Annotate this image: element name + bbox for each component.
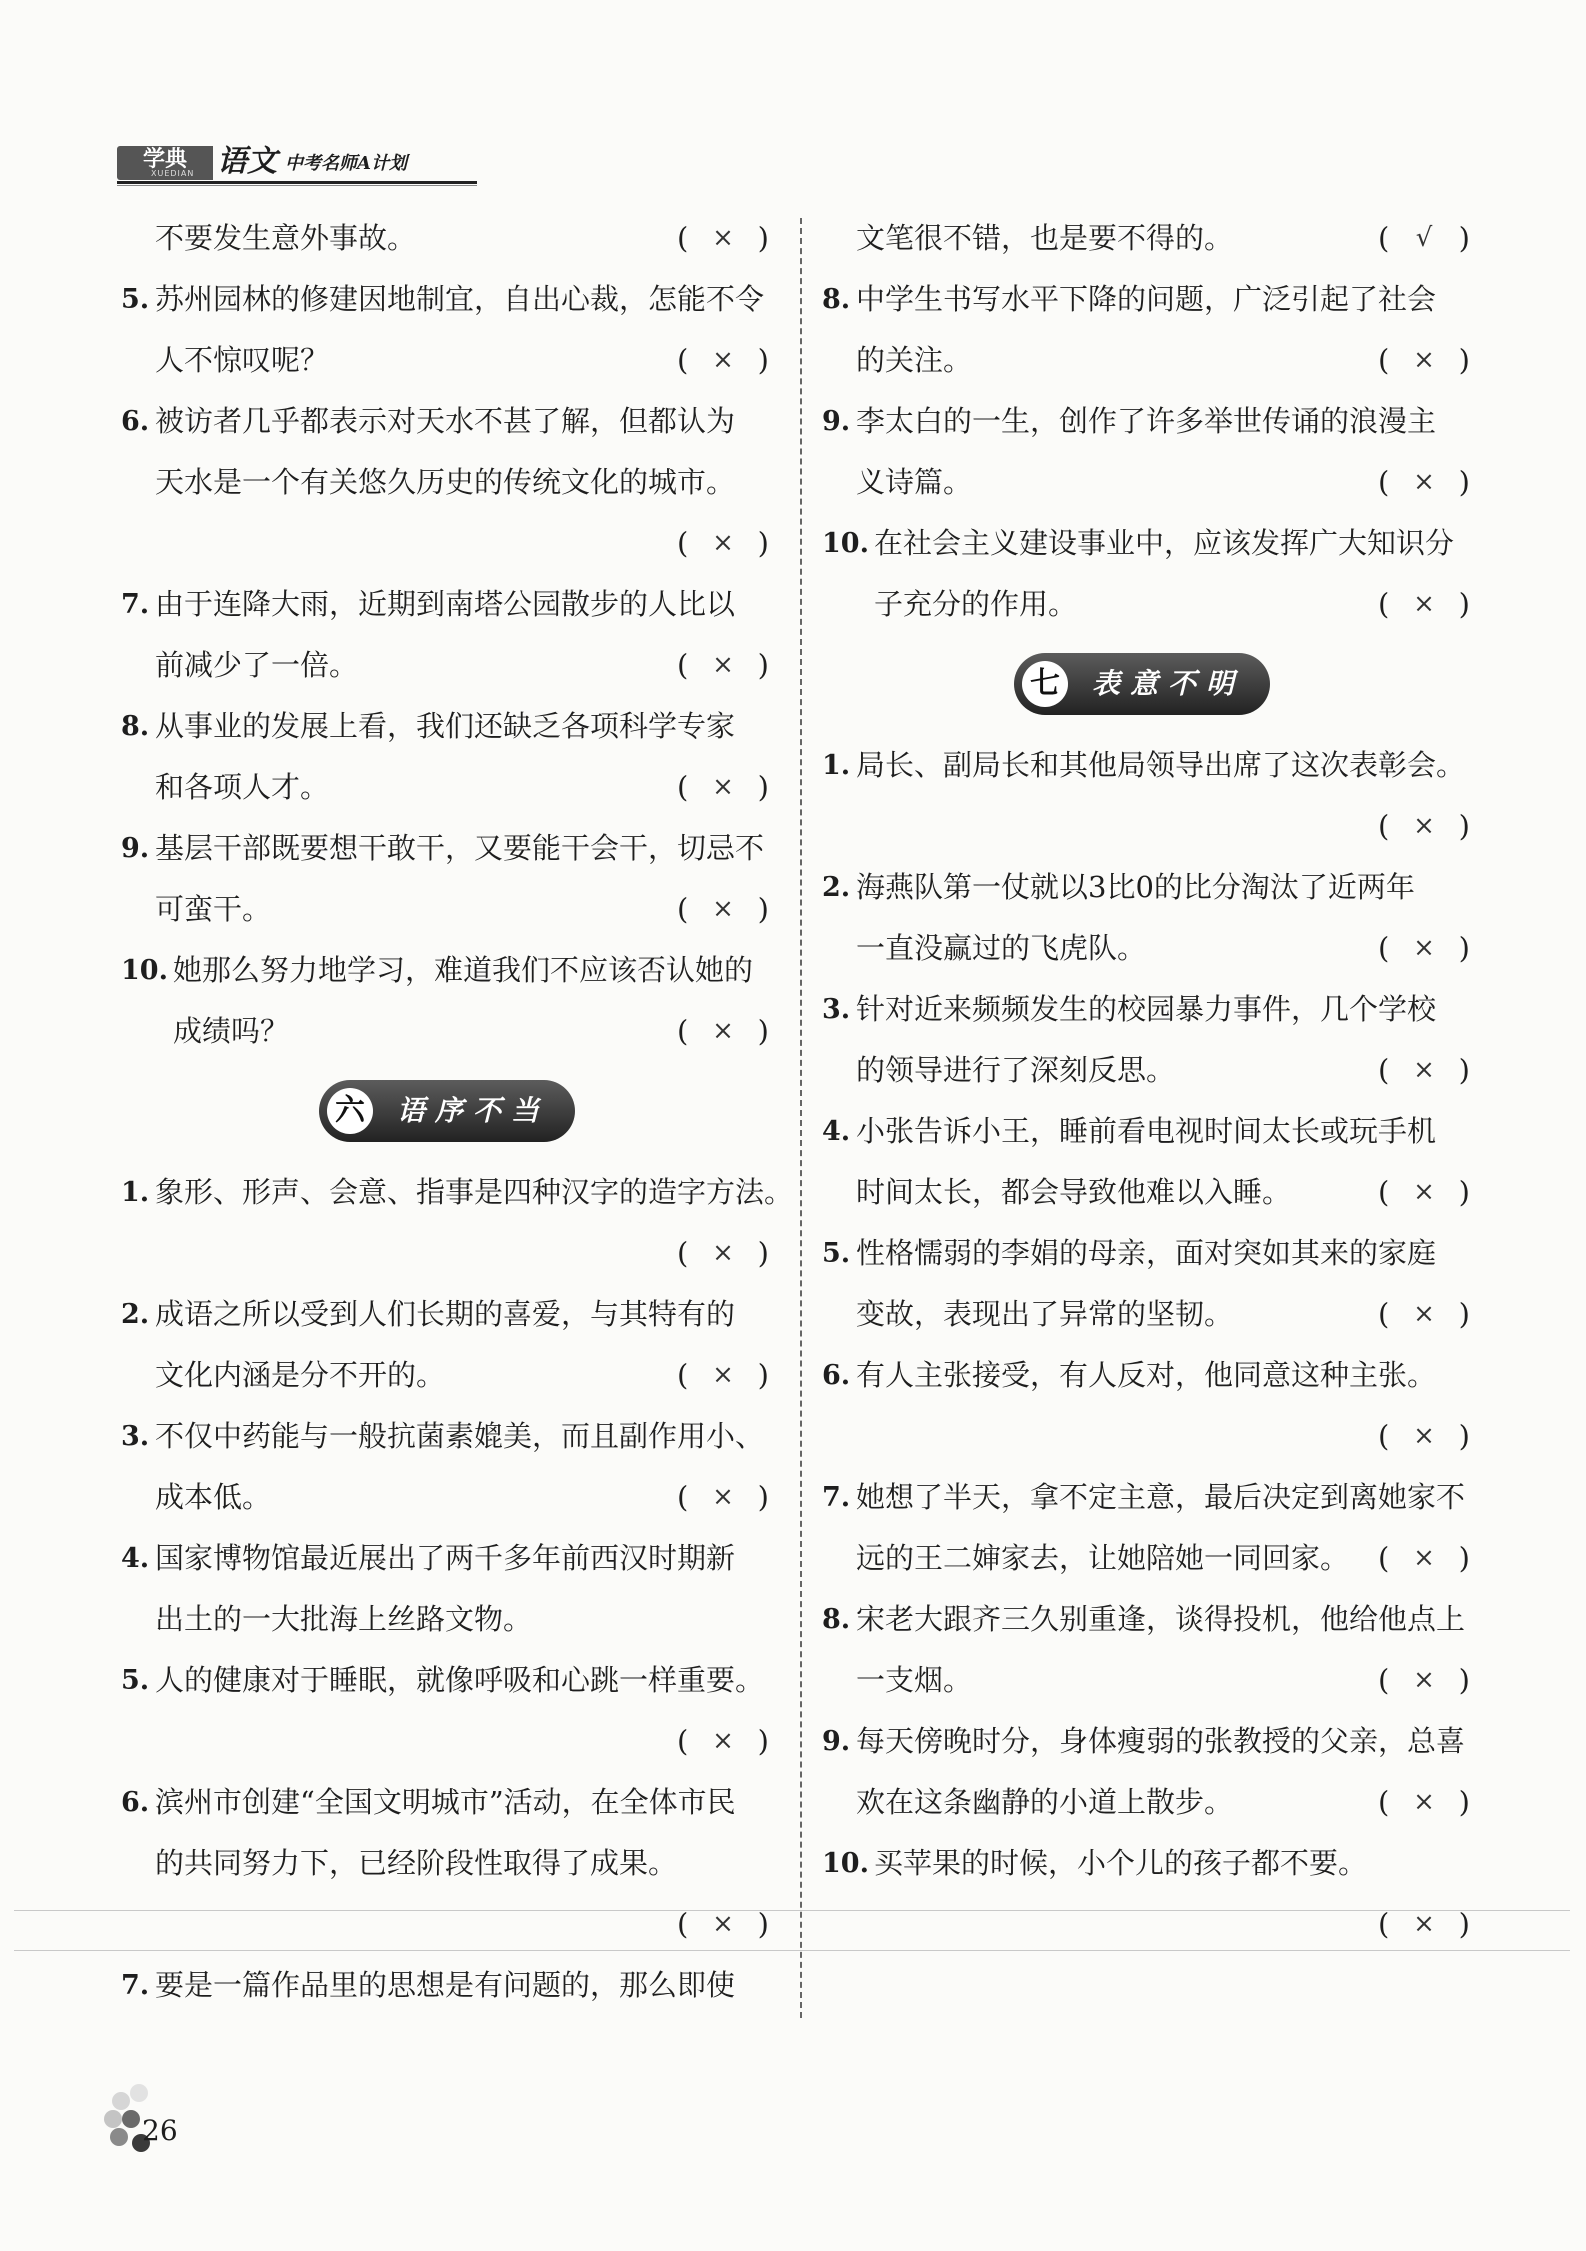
- section-banner: [117, 1062, 777, 1162]
- question-text: 小张告诉小王，睡前看电视时间太长或玩手机: [856, 1114, 1437, 1148]
- question-text: 可蛮干。: [155, 892, 272, 926]
- bracket-open: (: [1378, 1053, 1390, 1087]
- bracket-open: (: [1378, 587, 1390, 621]
- question-text: 出土的一大批海上丝路文物。: [155, 1602, 533, 1636]
- brand-subtitle: XUEDIAN: [151, 169, 195, 178]
- bracket-close: ): [1458, 1663, 1470, 1697]
- bracket-open: (: [1378, 1663, 1390, 1697]
- answer-mark: ×: [712, 1360, 734, 1390]
- question-item: [117, 269, 777, 391]
- bracket-close: ): [757, 648, 769, 682]
- answer-mark: ×: [1413, 1299, 1435, 1329]
- question-item: [818, 1101, 1478, 1223]
- question-line: [117, 1528, 777, 1589]
- bracket-open: (: [1378, 1297, 1390, 1331]
- answer-mark: ×: [1413, 1665, 1435, 1695]
- question-text: 中学生书写水平下降的问题，广泛引起了社会: [856, 282, 1437, 316]
- question-line: [818, 857, 1478, 918]
- question-line: [117, 452, 777, 513]
- question-text: 天水是一个有关悠久历史的传统文化的城市。: [155, 465, 736, 499]
- question-text: 被访者几乎都表示对天水不甚了解，但都认为: [155, 404, 736, 438]
- bracket-close: ): [757, 1236, 769, 1270]
- question-line: [818, 918, 1478, 979]
- bracket-close: ): [757, 1014, 769, 1048]
- bracket-open: (: [677, 770, 689, 804]
- answer-line: [117, 1711, 777, 1772]
- question-text: 一支烟。: [856, 1663, 973, 1697]
- answer-line: [117, 513, 777, 574]
- question-text: 的共同努力下，已经阶段性取得了成果。: [155, 1846, 678, 1880]
- question-text: 买苹果的时候，小个儿的孩子都不要。: [874, 1846, 1368, 1880]
- question-line: [117, 1833, 777, 1894]
- answer-mark: ×: [1413, 1055, 1435, 1085]
- bracket-open: (: [677, 1358, 689, 1392]
- question-text: 针对近来频频发生的校园暴力事件，几个学校: [856, 992, 1437, 1026]
- question-item: [818, 208, 1478, 269]
- question-text: 不要发生意外事故。: [155, 221, 417, 255]
- bracket-close: ): [1458, 465, 1470, 499]
- question-item: [818, 1345, 1478, 1467]
- bracket-open: (: [1378, 1785, 1390, 1819]
- series-title: 中考名师A计划: [285, 153, 407, 174]
- question-line: [117, 391, 777, 452]
- question-item: [117, 1528, 777, 1650]
- answer-mark: ×: [1413, 811, 1435, 841]
- question-number: 10.: [822, 528, 869, 559]
- question-line: [117, 330, 777, 391]
- question-number: 7.: [822, 1482, 851, 1513]
- question-line: [818, 1162, 1478, 1223]
- question-line: [117, 757, 777, 818]
- question-text: 从事业的发展上看，我们还缺乏各项科学专家: [155, 709, 736, 743]
- question-item: [117, 574, 777, 696]
- answer-mark: ×: [1413, 345, 1435, 375]
- question-line: [818, 1711, 1478, 1772]
- question-line: [818, 208, 1478, 269]
- bracket-close: ): [757, 1358, 769, 1392]
- question-text: 人不惊叹呢？: [155, 343, 330, 377]
- question-number: 6.: [121, 406, 150, 437]
- question-item: [117, 1406, 777, 1528]
- question-line: [818, 574, 1478, 635]
- bracket-open: (: [1378, 1175, 1390, 1209]
- question-number: 7.: [121, 1970, 150, 2001]
- answer-mark: ×: [712, 1238, 734, 1268]
- question-text: 的领导进行了深刻反思。: [856, 1053, 1176, 1087]
- bracket-open: (: [1378, 809, 1390, 843]
- bracket-close: ): [1458, 1053, 1470, 1087]
- question-number: 9.: [121, 833, 150, 864]
- question-text: 不仅中药能与一般抗菌素媲美，而且副作用小、: [155, 1419, 765, 1453]
- question-text: 国家博物馆最近展出了两千多年前西汉时期新: [155, 1541, 736, 1575]
- question-line: [818, 1467, 1478, 1528]
- question-line: [818, 1040, 1478, 1101]
- question-number: 5.: [121, 1665, 150, 1696]
- answer-line: [117, 1894, 777, 1955]
- question-item: [818, 1589, 1478, 1711]
- question-text: 成本低。: [155, 1480, 272, 1514]
- bracket-open: (: [677, 1236, 689, 1270]
- question-line: [818, 979, 1478, 1040]
- page-footer: [110, 2088, 230, 2168]
- bracket-close: ): [1458, 1175, 1470, 1209]
- bracket-open: (: [677, 1724, 689, 1758]
- question-number: 3.: [822, 994, 851, 1025]
- question-item: [117, 940, 777, 1062]
- hexagon-dot-icon: [122, 2110, 140, 2128]
- answer-mark: ×: [712, 528, 734, 558]
- question-number: 5.: [822, 1238, 851, 1269]
- question-line: [117, 818, 777, 879]
- question-line: [818, 1528, 1478, 1589]
- answer-mark: ×: [712, 223, 734, 253]
- bracket-close: ): [757, 770, 769, 804]
- question-line: [818, 269, 1478, 330]
- question-text: 每天傍晚时分，身体瘦弱的张教授的父亲，总喜: [856, 1724, 1466, 1758]
- question-number: 4.: [822, 1116, 851, 1147]
- bracket-close: ): [1458, 931, 1470, 965]
- question-item: [818, 1467, 1478, 1589]
- question-number: 6.: [121, 1787, 150, 1818]
- question-number: 6.: [822, 1360, 851, 1391]
- question-line: [818, 1650, 1478, 1711]
- bracket-close: ): [1458, 1785, 1470, 1819]
- question-text: 远的王二婶家去，让她陪她一同回家。: [856, 1541, 1350, 1575]
- bracket-open: (: [1378, 1419, 1390, 1453]
- bracket-open: (: [677, 1014, 689, 1048]
- question-number: 3.: [121, 1421, 150, 1452]
- answer-mark: ×: [712, 345, 734, 375]
- question-line: [818, 1101, 1478, 1162]
- question-text: 时间太长，都会导致他难以入睡。: [856, 1175, 1292, 1209]
- bracket-open: (: [1378, 221, 1390, 255]
- brand-name: 学典: [142, 147, 187, 172]
- question-line: [818, 1772, 1478, 1833]
- answer-mark: ×: [712, 1482, 734, 1512]
- answer-mark: ×: [1413, 1177, 1435, 1207]
- question-item: [818, 1711, 1478, 1833]
- question-text: 有人主张接受，有人反对，他同意这种主张。: [856, 1358, 1437, 1392]
- answer-mark: ×: [1413, 1909, 1435, 1939]
- bracket-close: ): [1458, 1541, 1470, 1575]
- question-text: 和各项人才。: [155, 770, 330, 804]
- answer-mark: ×: [712, 650, 734, 680]
- bracket-close: ): [757, 343, 769, 377]
- question-number: 8.: [822, 284, 851, 315]
- question-text: 象形、形声、会意、指事是四种汉字的造字方法。: [155, 1175, 794, 1209]
- question-line: [117, 1955, 777, 2016]
- bracket-close: ): [1458, 587, 1470, 621]
- question-line: [818, 391, 1478, 452]
- question-number: 9.: [822, 406, 851, 437]
- question-text: 成绩吗？: [173, 1014, 290, 1048]
- question-item: [818, 391, 1478, 513]
- question-line: [117, 696, 777, 757]
- answer-line: [117, 1223, 777, 1284]
- question-number: 1.: [822, 750, 851, 781]
- question-text: 成语之所以受到人们长期的喜爱，与其特有的: [155, 1297, 736, 1331]
- question-line: [818, 1284, 1478, 1345]
- hexagon-dot-icon: [110, 2128, 128, 2146]
- bracket-close: ): [1458, 343, 1470, 377]
- question-line: [117, 1406, 777, 1467]
- section-title: 表意不明: [1092, 667, 1245, 700]
- question-text: 一直没赢过的飞虎队。: [856, 931, 1147, 965]
- question-text: 文笔很不错，也是要不得的。: [856, 221, 1234, 255]
- question-line: [117, 635, 777, 696]
- answer-mark: ×: [1413, 1787, 1435, 1817]
- question-line: [818, 1345, 1478, 1406]
- question-line: [117, 879, 777, 940]
- question-text: 宋老大跟齐三久别重逢，谈得投机，他给他点上: [856, 1602, 1466, 1636]
- question-text: 苏州园林的修建因地制宜，自出心裁，怎能不令: [155, 282, 765, 316]
- answer-mark: ×: [712, 1909, 734, 1939]
- bracket-open: (: [1378, 931, 1390, 965]
- hexagon-dot-icon: [130, 2084, 148, 2102]
- question-text: 性格懦弱的李娟的母亲，面对突如其来的家庭: [856, 1236, 1437, 1270]
- bracket-close: ): [1458, 221, 1470, 255]
- question-item: [818, 513, 1478, 635]
- question-number: 4.: [121, 1543, 150, 1574]
- question-line: [117, 574, 777, 635]
- question-item: [818, 269, 1478, 391]
- question-item: [117, 696, 777, 818]
- question-item: [117, 1955, 777, 2016]
- answer-mark: ×: [1413, 933, 1435, 963]
- header-rule: [117, 181, 477, 184]
- question-text: 海燕队第一仗就以3比0的比分淘汰了近两年: [856, 870, 1415, 904]
- question-item: [117, 1162, 794, 1284]
- left-column: [117, 208, 794, 2016]
- question-item: [818, 735, 1478, 857]
- question-line: [818, 1589, 1478, 1650]
- column-divider: [800, 218, 802, 2018]
- question-text: 子充分的作用。: [874, 587, 1078, 621]
- section-banner: [818, 635, 1478, 735]
- header-rule-shadow: [117, 185, 477, 186]
- question-item: [818, 857, 1478, 979]
- question-item: [117, 818, 777, 940]
- question-line: [117, 1467, 777, 1528]
- question-text: 前减少了一倍。: [155, 648, 359, 682]
- question-text: 基层干部既要想干敢干，又要能干会干，切忌不: [155, 831, 765, 865]
- bracket-close: ): [1458, 1907, 1470, 1941]
- bracket-open: (: [1378, 343, 1390, 377]
- answer-mark: ×: [712, 1726, 734, 1756]
- bracket-close: ): [1458, 1297, 1470, 1331]
- bracket-close: ): [757, 526, 769, 560]
- page-number: 26: [142, 2114, 178, 2147]
- question-line: [117, 1162, 794, 1223]
- bracket-open: (: [677, 1480, 689, 1514]
- question-text: 人的健康对于睡眠，就像呼吸和心跳一样重要。: [155, 1663, 765, 1697]
- question-line: [117, 1345, 777, 1406]
- question-line: [818, 1833, 1478, 1894]
- bracket-open: (: [677, 892, 689, 926]
- question-item: [117, 208, 777, 269]
- question-line: [818, 735, 1478, 796]
- answer-mark: ×: [712, 1016, 734, 1046]
- question-line: [117, 940, 777, 1001]
- bracket-open: (: [1378, 1541, 1390, 1575]
- bracket-open: (: [1378, 465, 1390, 499]
- question-line: [117, 1589, 777, 1650]
- question-line: [818, 1223, 1478, 1284]
- question-text: 文化内涵是分不开的。: [155, 1358, 446, 1392]
- question-item: [818, 979, 1478, 1101]
- bracket-close: ): [757, 221, 769, 255]
- question-text: 滨州市创建“全国文明城市”活动，在全体市民: [155, 1785, 736, 1819]
- question-text: 她那么努力地学习，难道我们不应该否认她的: [173, 953, 754, 987]
- question-item: [818, 1223, 1478, 1345]
- bracket-close: ): [757, 1907, 769, 1941]
- question-item: [818, 1833, 1478, 1955]
- question-text: 义诗篇。: [856, 465, 973, 499]
- answer-mark: ×: [712, 772, 734, 802]
- subject-title: 语文: [217, 144, 277, 179]
- question-item: [117, 1284, 777, 1406]
- question-item: [117, 1650, 777, 1772]
- right-column: [818, 208, 1478, 1955]
- bracket-open: (: [677, 526, 689, 560]
- section-numeral: 六: [327, 1088, 373, 1134]
- question-text: 欢在这条幽静的小道上散步。: [856, 1785, 1234, 1819]
- question-line: [818, 330, 1478, 391]
- question-text: 的关注。: [856, 343, 973, 377]
- question-number: 5.: [121, 284, 150, 315]
- bracket-open: (: [1378, 1907, 1390, 1941]
- page-header: [117, 142, 477, 184]
- question-line: [117, 269, 777, 330]
- question-number: 1.: [121, 1177, 150, 1208]
- section-pill: [1014, 653, 1270, 715]
- question-line: [818, 452, 1478, 513]
- question-item: [117, 391, 777, 574]
- bracket-open: (: [677, 343, 689, 377]
- bracket-open: (: [677, 1907, 689, 1941]
- question-text: 在社会主义建设事业中，应该发挥广大知识分: [874, 526, 1455, 560]
- answer-mark: ×: [1413, 1543, 1435, 1573]
- question-text: 由于连降大雨，近期到南塔公园散步的人比以: [155, 587, 736, 621]
- answer-line: [818, 1406, 1478, 1467]
- question-line: [117, 208, 777, 269]
- question-text: 她想了半天，拿不定主意，最后决定到离她家不: [856, 1480, 1466, 1514]
- question-number: 8.: [121, 711, 150, 742]
- question-number: 10.: [121, 955, 168, 986]
- section-numeral: 七: [1022, 661, 1068, 707]
- answer-mark: ×: [1413, 1421, 1435, 1451]
- answer-mark: ×: [712, 894, 734, 924]
- bracket-close: ): [1458, 809, 1470, 843]
- answer-line: [818, 796, 1478, 857]
- question-line: [117, 1772, 777, 1833]
- bracket-close: ): [757, 1724, 769, 1758]
- answer-mark: ×: [1413, 467, 1435, 497]
- question-line: [818, 513, 1478, 574]
- hexagon-dot-icon: [104, 2110, 122, 2128]
- section-pill: [319, 1080, 575, 1142]
- question-text: 要是一篇作品里的思想是有问题的，那么即使: [155, 1968, 736, 2002]
- question-line: [117, 1284, 777, 1345]
- question-item: [117, 1772, 777, 1955]
- question-number: 2.: [121, 1299, 150, 1330]
- question-number: 2.: [822, 872, 851, 903]
- question-number: 9.: [822, 1726, 851, 1757]
- answer-mark: ×: [1413, 589, 1435, 619]
- question-line: [117, 1650, 777, 1711]
- question-number: 7.: [121, 589, 150, 620]
- question-text: 局长、副局长和其他局领导出席了这次表彰会。: [856, 748, 1466, 782]
- hexagon-dot-icon: [112, 2092, 130, 2110]
- bracket-open: (: [677, 648, 689, 682]
- answer-mark: √: [1415, 223, 1433, 253]
- bracket-close: ): [757, 1480, 769, 1514]
- question-number: 8.: [822, 1604, 851, 1635]
- section-title: 语序不当: [397, 1094, 550, 1127]
- question-text: 变故，表现出了异常的坚韧。: [856, 1297, 1234, 1331]
- question-line: [117, 1001, 777, 1062]
- question-number: 10.: [822, 1848, 869, 1879]
- bracket-close: ): [1458, 1419, 1470, 1453]
- question-text: 李太白的一生，创作了许多举世传诵的浪漫主: [856, 404, 1437, 438]
- bracket-close: ): [757, 892, 769, 926]
- answer-line: [818, 1894, 1478, 1955]
- bracket-open: (: [677, 221, 689, 255]
